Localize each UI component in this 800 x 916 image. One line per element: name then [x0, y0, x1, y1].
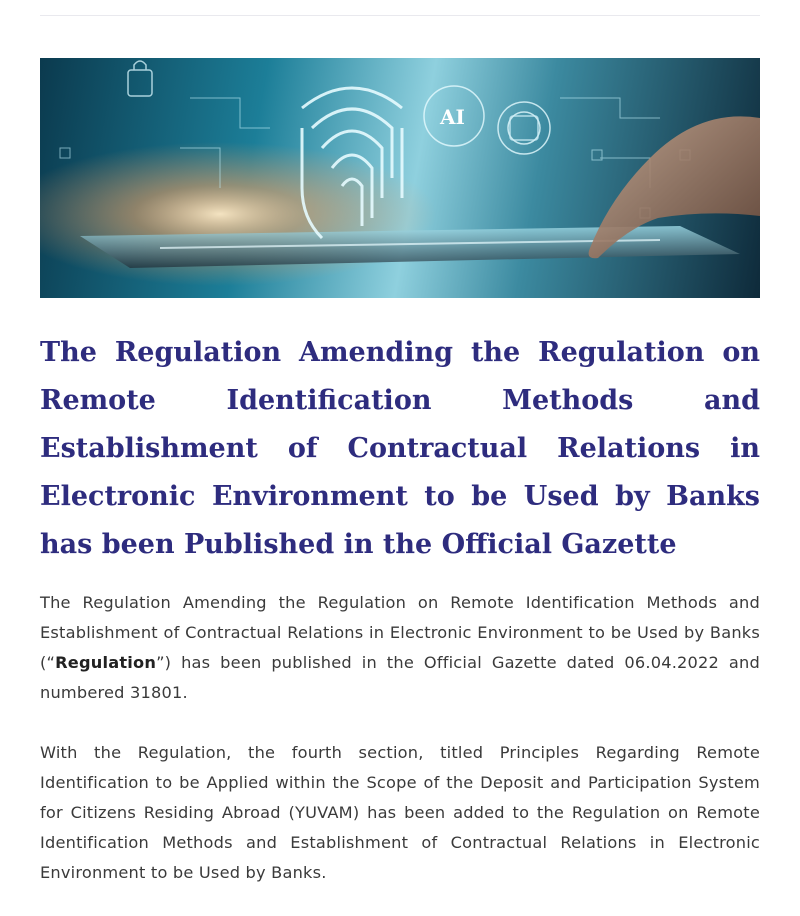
article-title: The Regulation Amending the Regulation on Remote Identification Methods and Establishment of Contractual Relations in Electronic Environment to be Used by Banks has been Published in the Official Gazette [40, 337, 760, 560]
article-paragraph-1 [40, 588, 760, 708]
hero-image [40, 58, 760, 298]
defined-term-regulation: Regulation [55, 653, 157, 672]
paragraph-1-after: ”) has been published in the Official Gazette dated 06.04.2022 and numbered 31801. [40, 653, 760, 702]
paragraph-1-before: The Regulation Amending the Regulation on Remote Identification Methods and Establishment of Contractual Relations in Electronic Environment to be Used by Banks (“ [40, 593, 760, 672]
ai-label: AI [440, 105, 465, 129]
top-divider [40, 15, 760, 16]
article-paragraph-2: With the Regulation, the fourth section, titled Principles Regarding Remote Identification to be Applied within the Scope of the Deposit and Participation System for Citizens Residing Abroad (YUVAM) has been added to the Regulation on Remote Identification Methods and Establishment of Contractual Relations in Electronic Environment to be Used by Banks. [40, 743, 760, 882]
